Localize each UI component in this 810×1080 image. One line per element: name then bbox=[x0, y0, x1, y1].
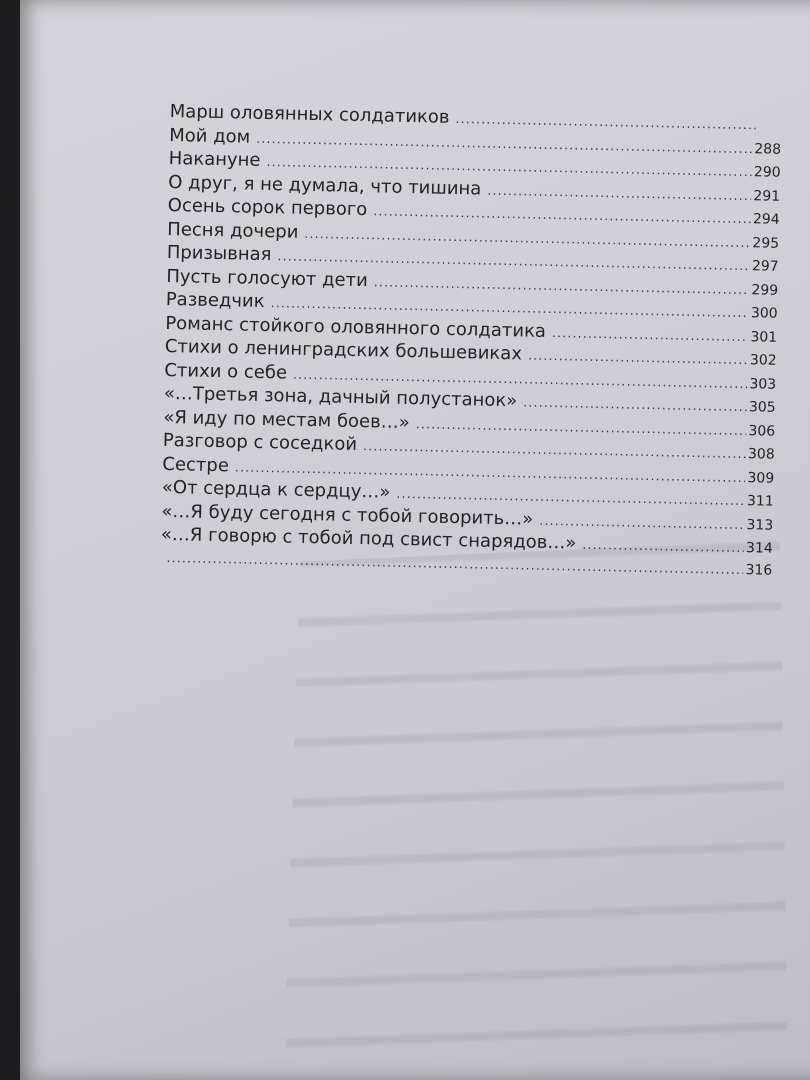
toc-entry-title: Сестре bbox=[162, 453, 230, 476]
toc-entry-title: «…Третья зона, дачный полустанок» bbox=[163, 382, 518, 412]
toc-entry-title: «…Я говорю с тобой под свист снарядов…» bbox=[160, 523, 577, 554]
toc-entry-title: «От сердца к сердцу…» bbox=[161, 476, 391, 503]
toc-page-number: 302 bbox=[749, 352, 777, 369]
toc-page-number: 309 bbox=[747, 469, 775, 487]
toc-page-number: 308 bbox=[747, 446, 775, 463]
toc-entry-title: Марш оловянных солдатиков bbox=[169, 100, 450, 128]
toc-entry-title: Разведчик bbox=[165, 288, 265, 313]
toc-entry-title: Призывная bbox=[166, 241, 272, 266]
toc-entry-title: Стихи о себе bbox=[164, 359, 288, 384]
toc-entry-title: Песня дочери bbox=[167, 218, 299, 243]
toc-page-number: 311 bbox=[746, 493, 774, 510]
toc-page-number: 303 bbox=[749, 375, 777, 393]
toc-page-number: 288 bbox=[754, 140, 782, 158]
toc-page-number: 300 bbox=[750, 305, 778, 322]
toc-page-number: 306 bbox=[748, 422, 776, 440]
book-page bbox=[20, 0, 810, 1080]
toc-entry-title: О друг, я не думала, что тишина bbox=[168, 171, 482, 200]
toc-entry-title: Накануне bbox=[168, 147, 261, 171]
toc-entry-title: Романс стойкого оловянного солдатика bbox=[165, 312, 547, 342]
table-of-contents bbox=[160, 100, 782, 583]
toc-page-number: 290 bbox=[753, 164, 781, 181]
toc-entry-title: Стихи о ленинградских большевиках bbox=[164, 335, 523, 365]
toc-page-number: 305 bbox=[748, 399, 776, 416]
toc-entry-title: Мой дом bbox=[169, 124, 251, 148]
toc-entry-title: Пусть голосуют дети bbox=[166, 265, 368, 291]
toc-page-number: 294 bbox=[752, 211, 780, 228]
toc-entry-title: Осень сорок первого bbox=[167, 194, 368, 221]
toc-page-number: 299 bbox=[751, 281, 779, 299]
toc-page-number: 301 bbox=[750, 328, 778, 346]
toc-page-number: 313 bbox=[746, 516, 774, 534]
toc-entry-title: «Я иду по местам боев…» bbox=[163, 406, 410, 433]
toc-page-number: 291 bbox=[753, 187, 781, 205]
toc-page-number: 297 bbox=[751, 258, 779, 275]
toc-page-number bbox=[756, 129, 782, 130]
toc-page-number: 316 bbox=[745, 561, 773, 579]
toc-page-number: 295 bbox=[752, 234, 780, 252]
toc-entry-title: «…Я буду сегодня с тобой говорить…» bbox=[161, 500, 534, 530]
toc-entry-title: Разговор с соседкой bbox=[162, 429, 358, 455]
toc-page-number: 314 bbox=[745, 540, 773, 557]
